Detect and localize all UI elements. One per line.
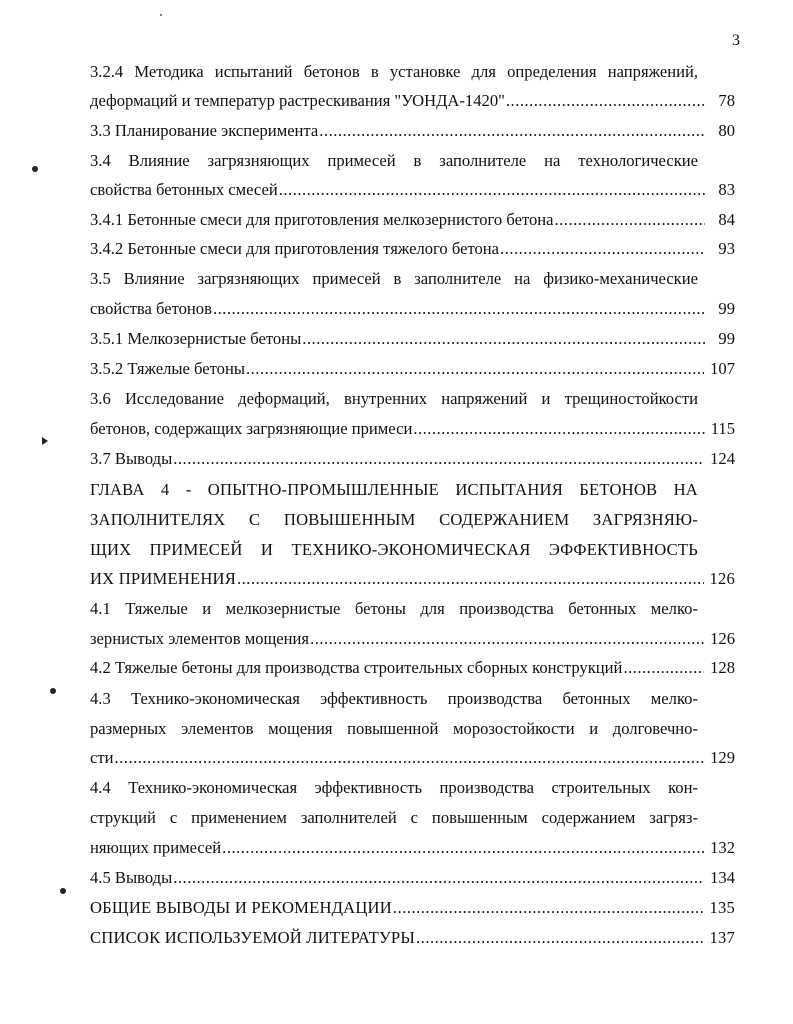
toc-line-3-2-4: 3.2.4 Методика испытаний бетонов в установке для определения напряжений, xyxy=(90,62,698,81)
leader-dots xyxy=(237,567,704,591)
leader-dots xyxy=(279,178,705,202)
toc-line-4-1: 4.1 Тяжелые и мелкозернистые бетоны для производства бетонных мелко- xyxy=(90,599,698,618)
toc-page: 129 xyxy=(710,748,735,767)
toc-line-4-3: 4.3 Технико-экономическая эффективность производства бетонных мелко- xyxy=(90,689,698,708)
toc-line-4-4-cont-2 xyxy=(90,836,735,860)
margin-mark-dot xyxy=(60,888,66,894)
toc-line-4-4: 4.4 Технико-экономическая эффективность производства строительных кон- xyxy=(90,778,698,797)
toc-line-4-5 xyxy=(90,866,735,890)
leader-dots xyxy=(623,656,704,680)
leader-dots xyxy=(500,237,705,261)
margin-mark-arrow xyxy=(42,437,48,445)
toc-line-chapter-4: ГЛАВА 4 - ОПЫТНО-ПРОМЫШЛЕННЫЕ ИСПЫТАНИЯ БЕТОНОВ НА xyxy=(90,480,698,499)
toc-line-4-3-cont-2 xyxy=(90,746,735,770)
toc-title: 3.3 Планирование эксперимента xyxy=(90,121,319,140)
toc-title: ОБЩИЕ ВЫВОДЫ И РЕКОМЕНДАЦИИ xyxy=(90,898,392,917)
toc-title: СПИСОК ИСПОЛЬЗУЕМОЙ ЛИТЕРАТУРЫ xyxy=(90,928,416,947)
toc-line-3-4-cont xyxy=(90,178,735,202)
toc-page: 115 xyxy=(710,419,735,438)
toc-title: 3.5.2 Тяжелые бетоны xyxy=(90,359,245,378)
toc-title: деформаций и температур растрескивания "УОНДА-1420" xyxy=(90,91,505,110)
toc-line-chapter-4-cont-3 xyxy=(90,567,735,591)
margin-mark-dot xyxy=(50,688,56,694)
toc-title: свойства бетонов xyxy=(90,299,212,318)
toc-line-3-6: 3.6 Исследование деформаций, внутренних напряжений и трещиностойкости xyxy=(90,389,698,408)
toc-line-4-2 xyxy=(90,656,735,680)
toc-line-chapter-4-cont-1: ЗАПОЛНИТЕЛЯХ С ПОВЫШЕННЫМ СОДЕРЖАНИЕМ ЗАГРЯЗНЯЮ- xyxy=(90,510,698,529)
toc-page: 128 xyxy=(710,658,735,677)
toc-page: 107 xyxy=(710,359,735,378)
toc-page: 135 xyxy=(709,898,735,917)
leader-dots xyxy=(213,297,705,321)
leader-dots xyxy=(319,119,705,143)
toc-page: 137 xyxy=(709,928,735,947)
toc-line-general-conclusions xyxy=(90,896,735,920)
toc-page: 84 xyxy=(718,210,735,229)
leader-dots xyxy=(173,866,704,890)
leader-dots xyxy=(310,627,704,651)
toc-title: свойства бетонных смесей xyxy=(90,180,278,199)
leader-dots xyxy=(302,327,705,351)
toc-line-chapter-4-cont-2: ЩИХ ПРИМЕСЕЙ И ТЕХНИКО-ЭКОНОМИЧЕСКАЯ ЭФФЕКТИВНОСТЬ xyxy=(90,540,698,559)
leader-dots xyxy=(416,926,703,950)
toc-title: зернистых элементов мощения xyxy=(90,629,310,648)
toc-title: бетонов, содержащих загрязняющие примеси xyxy=(90,419,413,438)
toc-line-3-4-1 xyxy=(90,208,735,232)
margin-mark-dot xyxy=(32,166,38,172)
toc-title: 4.2 Тяжелые бетоны для производства строительных сборных конструкций xyxy=(90,658,623,677)
toc-title: ИХ ПРИМЕНЕНИЯ xyxy=(90,569,236,588)
toc-page: 83 xyxy=(718,180,735,199)
toc-title: 4.5 Выводы xyxy=(90,868,173,887)
toc-line-3-5-2 xyxy=(90,357,735,381)
toc-line-4-4-cont-1: струкций с применением заполнителей с повышенным содержанием загряз- xyxy=(90,808,698,827)
leader-dots xyxy=(115,746,705,770)
toc-line-3-7 xyxy=(90,447,735,471)
leader-dots xyxy=(246,357,704,381)
toc-line-3-2-4-cont xyxy=(90,89,735,113)
toc-title: няющих примесей xyxy=(90,838,222,857)
toc-line-references xyxy=(90,926,735,950)
toc-page: 126 xyxy=(709,569,735,588)
leader-dots xyxy=(222,836,704,860)
leader-dots xyxy=(173,447,704,471)
toc-line-3-5-cont xyxy=(90,297,735,321)
toc-line-3-4: 3.4 Влияние загрязняющих примесей в заполнителе на технологические xyxy=(90,151,698,170)
toc-page: 99 xyxy=(718,299,735,318)
toc-line-3-4-2 xyxy=(90,237,735,261)
toc-title: 3.5.1 Мелкозернистые бетоны xyxy=(90,329,302,348)
toc-title: 3.7 Выводы xyxy=(90,449,173,468)
scan-speck xyxy=(160,14,162,16)
toc-line-3-5-1 xyxy=(90,327,735,351)
toc-line-3-5: 3.5 Влияние загрязняющих примесей в заполнителе на физико-механические xyxy=(90,269,698,288)
toc-title: 3.4.1 Бетонные смеси для приготовления мелкозернистого бетона xyxy=(90,210,554,229)
toc-page: 124 xyxy=(710,449,735,468)
toc-page: 126 xyxy=(710,629,735,648)
toc-title: сти xyxy=(90,748,114,767)
toc-page: 99 xyxy=(718,329,735,348)
toc-line-3-3 xyxy=(90,119,735,143)
toc-line-4-1-cont xyxy=(90,627,735,651)
toc-line-4-3-cont-1: размерных элементов мощения повышенной морозостойкости и долговечно- xyxy=(90,719,698,738)
leader-dots xyxy=(393,896,704,920)
leader-dots xyxy=(413,417,704,441)
toc-title: 3.4.2 Бетонные смеси для приготовления тяжелого бетона xyxy=(90,239,500,258)
toc-page: 132 xyxy=(710,838,735,857)
toc-line-3-6-cont xyxy=(90,417,735,441)
toc-page: 78 xyxy=(718,91,735,110)
toc-page: 93 xyxy=(718,239,735,258)
leader-dots xyxy=(555,208,705,232)
page-number: 3 xyxy=(732,32,740,49)
toc-page: 80 xyxy=(718,121,735,140)
leader-dots xyxy=(506,89,705,113)
toc-page: 134 xyxy=(710,868,735,887)
